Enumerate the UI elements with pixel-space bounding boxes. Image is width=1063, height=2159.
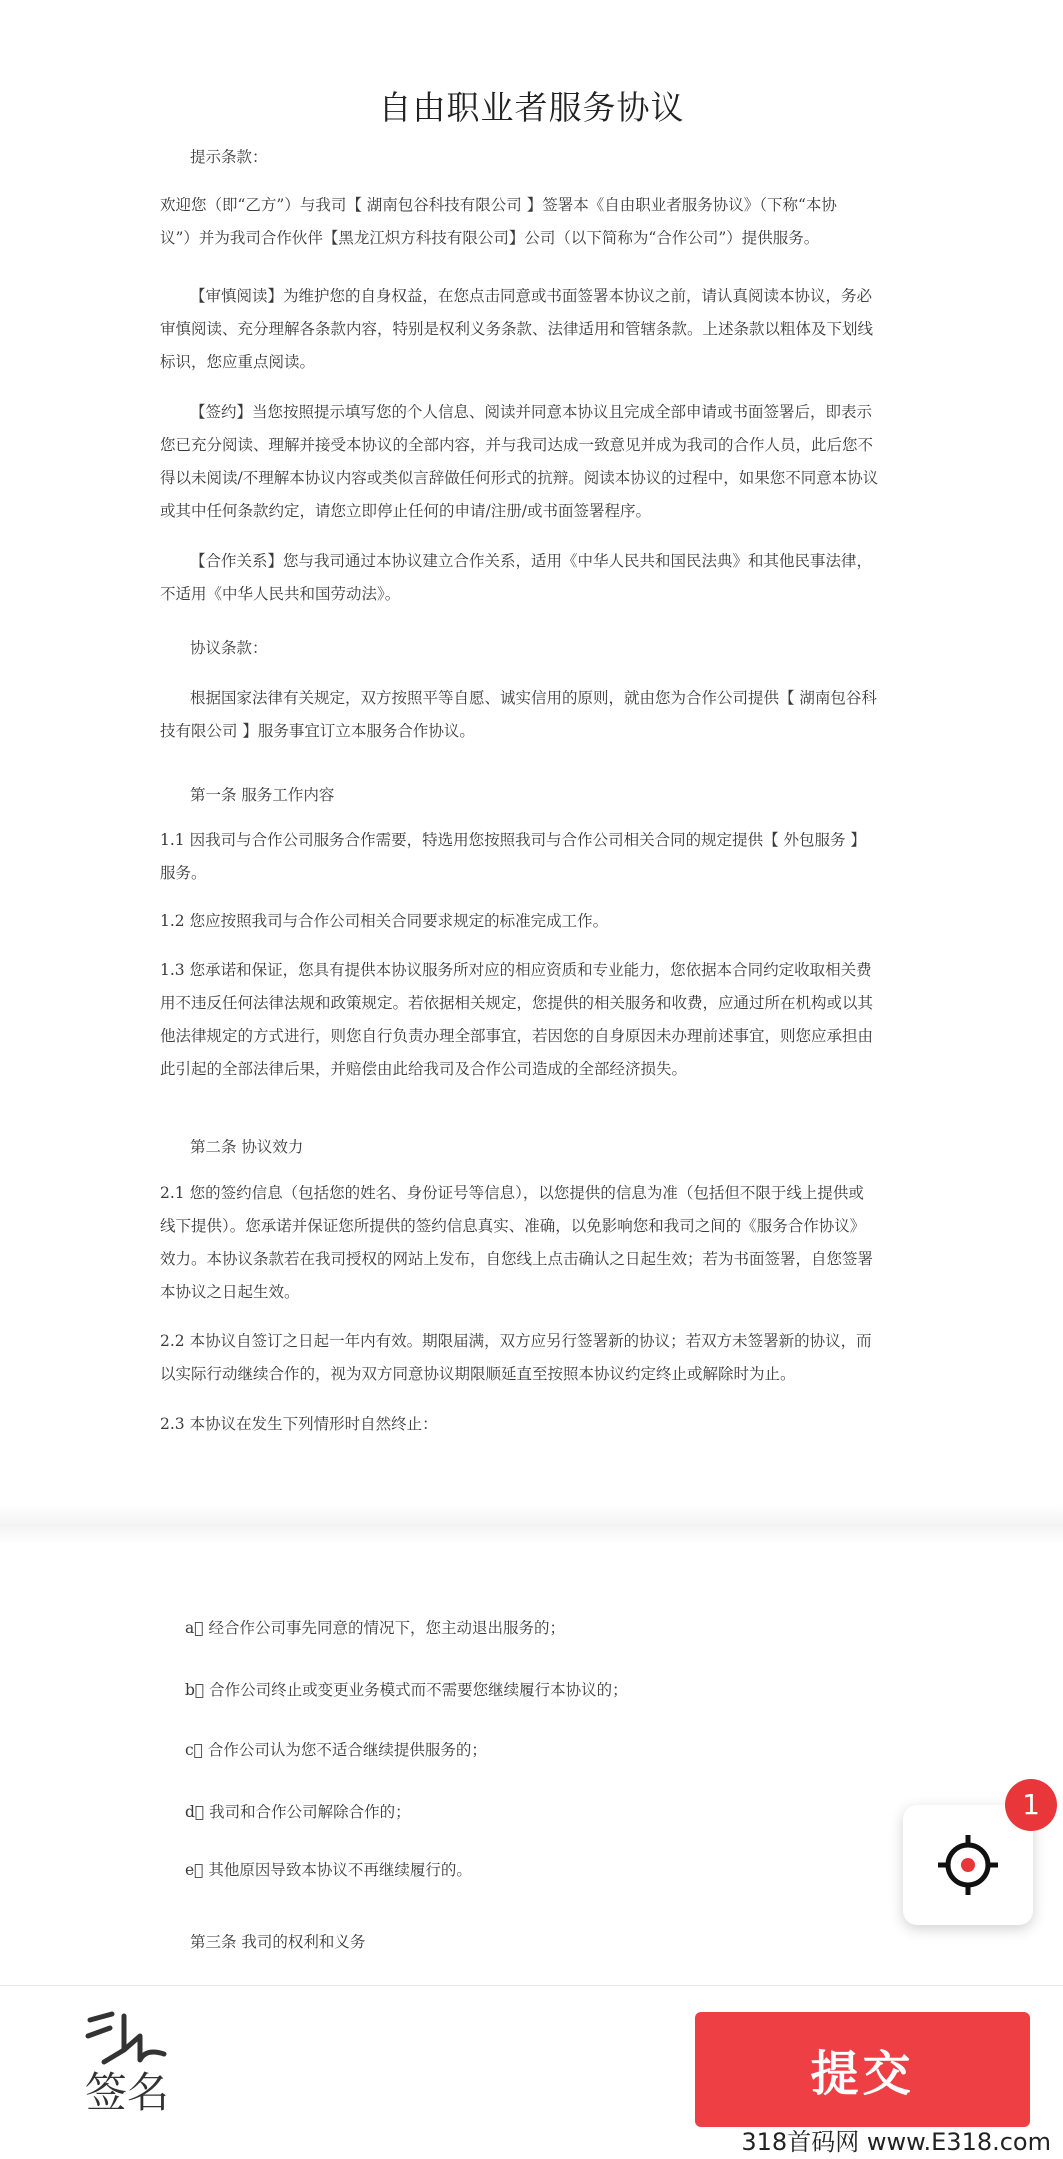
agreement-text-line: 【审慎阅读】为维护您的自身权益，在您点击同意或书面签署本协议之前，请认真阅读本协议，务必 <box>190 287 873 305</box>
agreement-text-line: 【合作关系】您与我司通过本协议建立合作关系，适用《中华人民共和国民法典》和其他民事法律， <box>190 552 873 570</box>
agreement-text-line: 2.3 本协议在发生下列情形时自然终止： <box>160 1415 438 1433</box>
agreement-text-line: 第三条 我司的权利和义务 <box>190 1933 366 1951</box>
agreement-text-line: 以实际行动继续合作的，视为双方同意协议期限顺延直至按照本协议约定终止或解除时为止。 <box>160 1365 796 1383</box>
agreement-text-line: 协议条款： <box>190 639 268 657</box>
sign-button-label: 签名 <box>84 2068 169 2117</box>
agreement-text-line: 2.1 您的签约信息（包括您的姓名、身份证号等信息），以您提供的信息为准（包括但不限于线上提供或 <box>160 1184 864 1202</box>
agreement-text-line: 1.3 您承诺和保证，您具有提供本协议服务所对应的相应资质和专业能力，您依据本合同约定收取相关费 <box>160 961 872 979</box>
agreement-text-line: 您已充分阅读、理解并接受本协议的全部内容，并与我司达成一致意见并成为我司的合作人员，此后您不 <box>160 436 874 454</box>
agreement-text-line: 【签约】当您按照提示填写您的个人信息、阅读并同意本协议且完成全部申请或书面签署后，即表示 <box>190 403 873 421</box>
agreement-text-line: a􏰀 经合作公司事先同意的情况下，您主动退出服务的； <box>185 1619 565 1637</box>
agreement-text-line: 用不违反任何法律法规和政策规定。若依据相关规定，您提供的相关服务和收费，应通过所在机构或以其 <box>160 994 874 1012</box>
agreement-text-line: 1.1 因我司与合作公司服务合作需要，特选用您按照我司与合作公司相关合同的规定提供【 外包服务 】 <box>160 831 866 849</box>
agreement-text-line: 审慎阅读、充分理解各条款内容，特别是权利义务条款、法律适用和管辖条款。上述条款以粗体及下划线 <box>160 320 874 338</box>
agreement-text-line: b􏰀 合作公司终止或变更业务模式而不需要您继续履行本协议的； <box>185 1681 628 1699</box>
notification-badge: 1 <box>1005 1779 1057 1831</box>
agreement-text-line: 议”）并为我司合作伙伴【黑龙江炽方科技有限公司】公司（以下简称为“合作公司”）提供服务。 <box>160 229 820 247</box>
agreement-text-line: 服务。 <box>160 864 207 882</box>
watermark: 318首码网 www.E318.com <box>737 2127 1055 2157</box>
agreement-text-line: 根据国家法律有关规定，双方按照平等自愿、诚实信用的原则，就由您为合作公司提供【 湖南包谷科 <box>190 689 877 707</box>
page-title: 自由职业者服务协议 <box>378 88 685 127</box>
agreement-text-line: 标识，您应重点阅读。 <box>160 353 316 371</box>
agreement-text-line: 他法律规定的方式进行，则您自行负责办理全部事宜，若因您的自身原因未办理前述事宜，则您应承担由 <box>160 1027 874 1045</box>
sign-button[interactable] <box>72 2010 182 2125</box>
agreement-text-line: c􏰀 合作公司认为您不适合继续提供服务的； <box>185 1741 487 1759</box>
signature-pen-icon <box>82 2010 172 2068</box>
agreement-text-line: 第二条 协议效力 <box>190 1138 304 1156</box>
agreement-text-line: 技有限公司 】服务事宜订立本服务合作协议。 <box>160 722 475 740</box>
agreement-text-line: 或其中任何条款约定，请您立即停止任何的申请/注册/或书面签署程序。 <box>160 502 651 520</box>
agreement-text-line: 得以未阅读/不理解本协议内容或类似言辞做任何形式的抗辩。阅读本协议的过程中，如果您不同意本协议 <box>160 469 879 487</box>
agreement-text-line: e􏰀 其他原因导致本协议不再继续履行的。 <box>185 1861 472 1879</box>
agreement-text-line: 提示条款： <box>190 148 268 166</box>
submit-button[interactable]: 提交 <box>695 2012 1030 2127</box>
agreement-text-line: 2.2 本协议自签订之日起一年内有效。期限届满，双方应另行签署新的协议；若双方未签署新的协议，而 <box>160 1332 872 1350</box>
agreement-text-line: 欢迎您（即“乙方”）与我司【 湖南包谷科技有限公司 】签署本《自由职业者服务协议》（下称“本协 <box>160 196 837 214</box>
agreement-text-line: 此引起的全部法律后果，并赔偿由此给我司及合作公司造成的全部经济损失。 <box>160 1060 688 1078</box>
agreement-text-line: 本协议之日起生效。 <box>160 1283 300 1301</box>
agreement-text-line: 第一条 服务工作内容 <box>190 786 335 804</box>
agreement-text-line: 不适用《中华人民共和国劳动法》。 <box>160 585 401 603</box>
crosshair-locate-icon <box>936 1833 1000 1897</box>
agreement-text-line: d􏰀 我司和合作公司解除合作的； <box>185 1803 411 1821</box>
page-separator <box>0 1505 1063 1545</box>
agreement-text-line: 1.2 您应按照我司与合作公司相关合同要求规定的标准完成工作。 <box>160 912 609 930</box>
agreement-text-line: 线下提供）。您承诺并保证您所提供的签约信息真实、准确，以免影响您和我司之间的《服务合作协议》 <box>160 1217 866 1235</box>
agreement-text-line: 效力。本协议条款若在我司授权的网站上发布，自您线上点击确认之日起生效；若为书面签署，自您签署 <box>160 1250 874 1268</box>
